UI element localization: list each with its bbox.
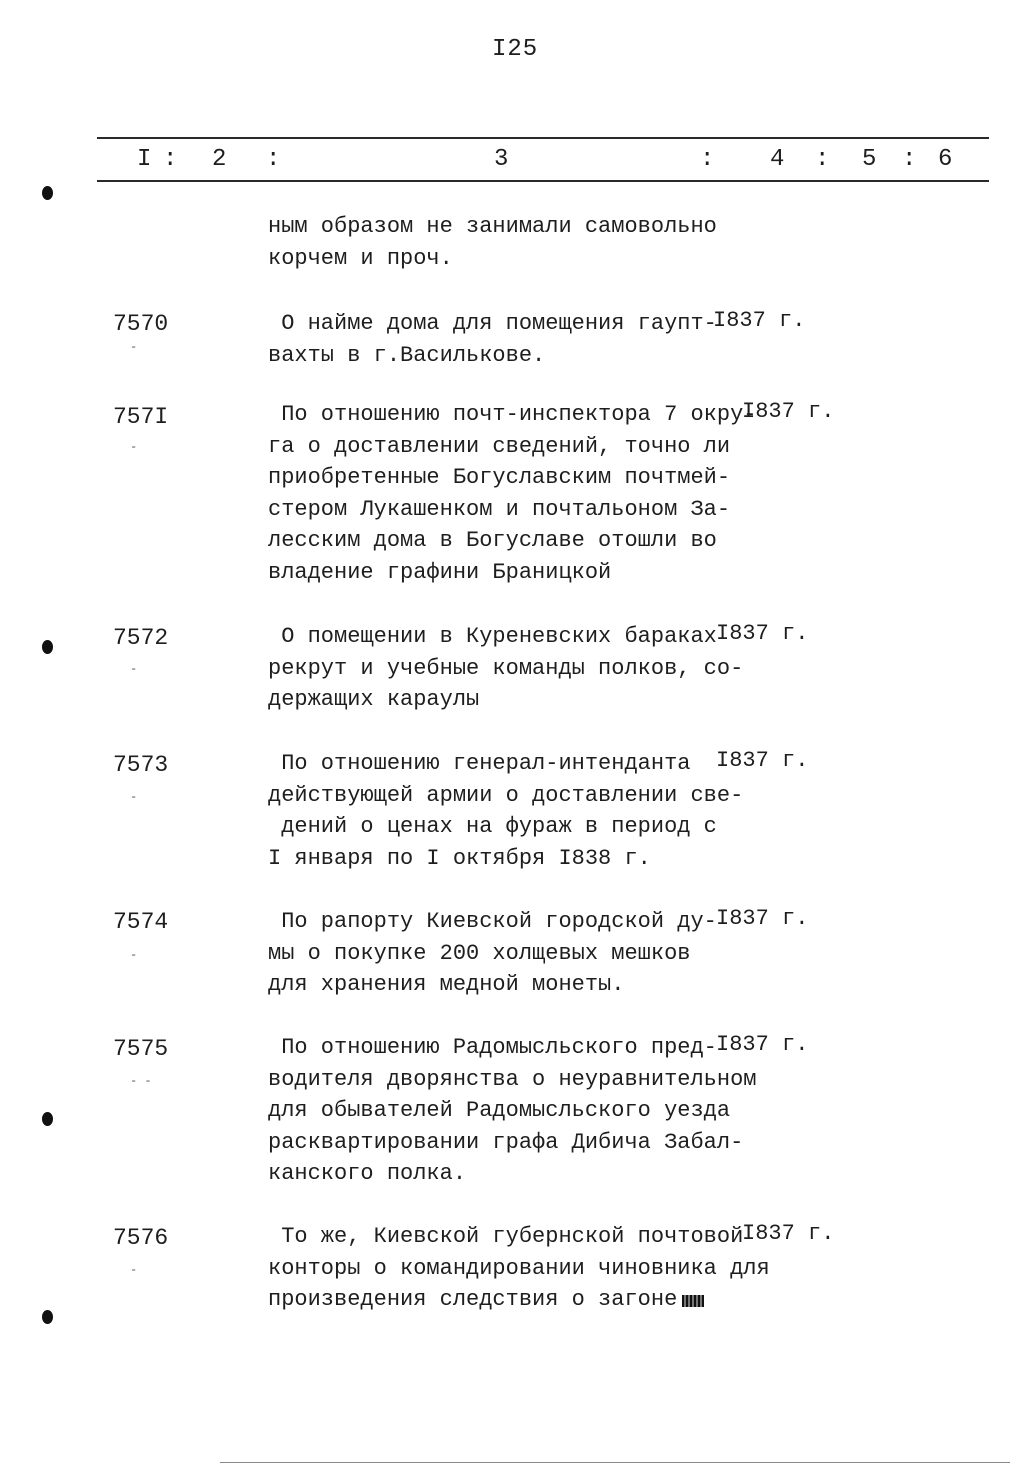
column-header-2: 2 (212, 146, 227, 173)
bottom-edge-rule (220, 1462, 1010, 1463)
column-separator: : (266, 146, 281, 173)
entry-description: По отношению почт-инспектора 7 окру- га о доставлении сведений, точно ли приобретенные Богуславским почтмей- стером Лукашенком и почтальоном За- лесским дома в Богуславе отошли во владение графини Браницкой (268, 402, 757, 585)
punch-hole (42, 186, 53, 200)
punch-hole (42, 1112, 53, 1126)
column-separator: : (902, 146, 917, 173)
dash-mark: - (130, 1263, 138, 1277)
column-header-6: 6 (938, 146, 953, 173)
entry-number: 757I (113, 404, 169, 430)
entry-year: I837 г. (742, 399, 835, 424)
header-bottom-rule (97, 180, 989, 182)
column-header-1: I (137, 146, 152, 173)
entry-description: По отношению Радомысльского пред- водителя дворянства о неуравнительном для обывателей Радомысльского уезда расквартировании графа Дибича Забал- канского полка. (268, 1035, 757, 1186)
column-header-3: 3 (494, 146, 509, 173)
entry-number: 7575 (113, 1036, 169, 1062)
dash-mark: - (130, 948, 138, 962)
entry-number: 7572 (113, 625, 169, 651)
page-number: I25 (492, 36, 539, 63)
entry-year: I837 г. (716, 748, 809, 773)
dash-mark: - (130, 440, 138, 454)
entry-number: 7573 (113, 752, 169, 778)
continuation-text: ным образом не занимали самовольно корчем и проч. (268, 214, 717, 271)
entry-description: По отношению генерал-интенданта действующей армии о доставлении све- дений о ценах на фураж в период с I января по I октября I838 г. (268, 751, 744, 871)
entry-description: По рапорту Киевской городской ду- мы о покупке 200 холщевых мешков для хранения медной монеты. (268, 909, 717, 997)
dash-mark: - (130, 662, 138, 676)
entry-number: 7576 (113, 1225, 169, 1251)
entry-year: I837 г. (713, 308, 806, 333)
punch-hole (42, 640, 53, 654)
column-separator: : (700, 146, 715, 173)
column-header-5: 5 (862, 146, 877, 173)
entry-year: I837 г. (716, 621, 809, 646)
dash-mark: - (130, 790, 138, 804)
entry-number: 7574 (113, 909, 169, 935)
column-separator: : (163, 146, 178, 173)
header-top-rule (97, 137, 989, 139)
entry-description: То же, Киевской губернской почтовой конторы о командировании чиновника для произведения следствия о загоне (268, 1224, 770, 1312)
entry-year: I837 г. (742, 1221, 835, 1246)
entry-description: О найме дома для помещения гаупт- вахты в г.Василькове. (268, 311, 717, 368)
dash-mark: - (130, 340, 138, 354)
column-header-4: 4 (770, 146, 785, 173)
entry-number: 7570 (113, 311, 169, 337)
entry-description: О помещении в Куреневских бараках рекрут и учебные команды полков, со- держащих караулы (268, 624, 744, 712)
dash-mark: - - (130, 1074, 152, 1088)
punch-hole (42, 1310, 53, 1324)
redaction-mark (682, 1295, 704, 1307)
entry-year: I837 г. (716, 906, 809, 931)
column-separator: : (815, 146, 830, 173)
entry-year: I837 г. (716, 1032, 809, 1057)
